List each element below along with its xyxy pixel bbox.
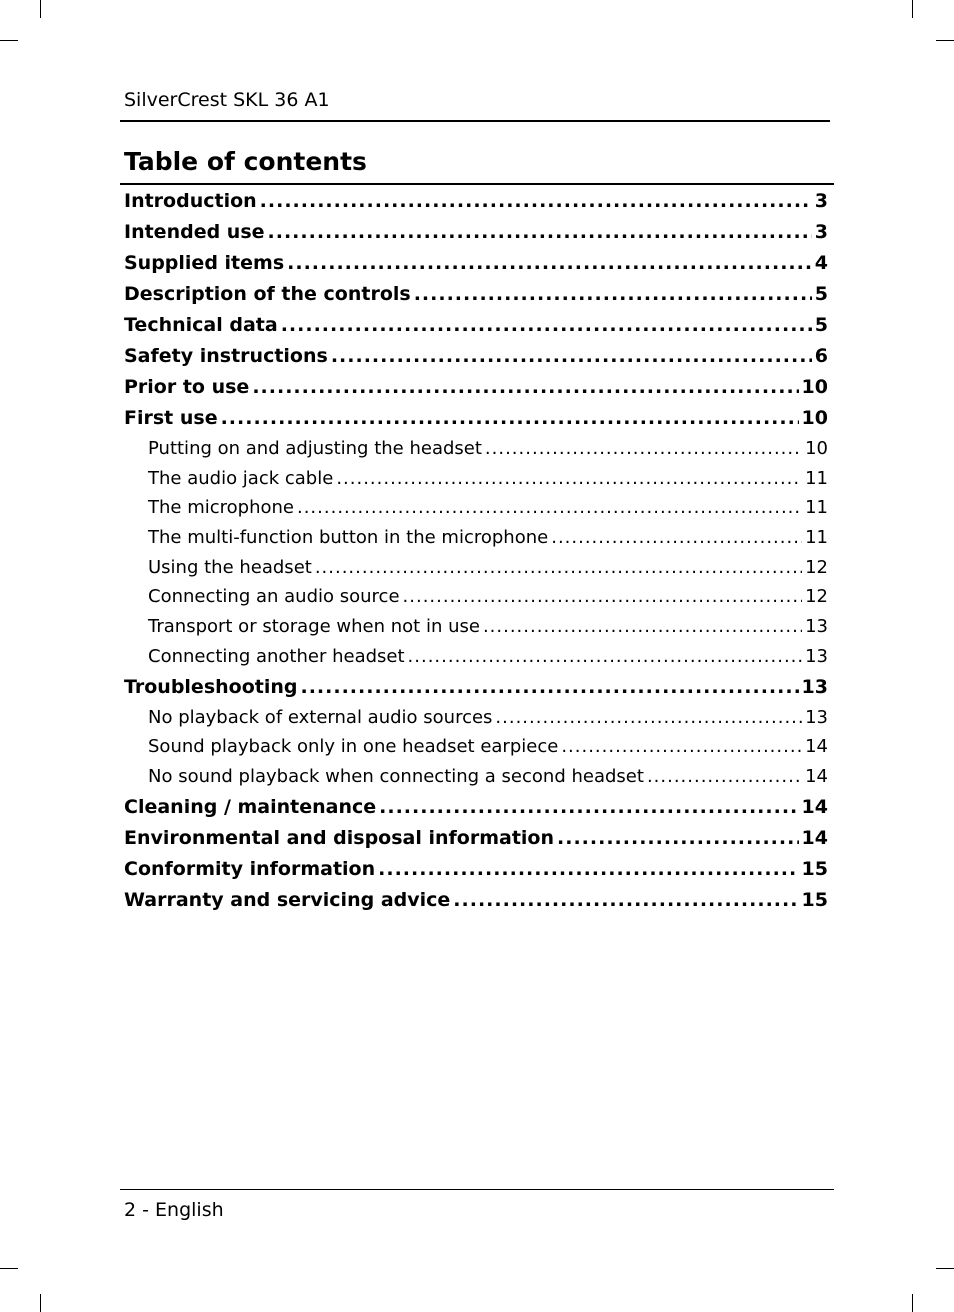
toc-entry-page-number: 13 <box>805 706 828 728</box>
toc-entry-label: The microphone <box>148 497 294 519</box>
toc-dot-leader <box>252 372 798 403</box>
toc-entry-label: Troubleshooting <box>124 675 298 698</box>
toc-entry-label: Connecting an audio source <box>148 586 400 608</box>
toc-entry[interactable] <box>124 762 828 792</box>
toc-dot-leader <box>453 885 798 916</box>
toc-dot-leader <box>485 434 802 464</box>
toc-entry[interactable] <box>124 372 828 403</box>
toc-entry-page-number: 3 <box>814 190 828 212</box>
crop-mark-top-left <box>40 0 41 18</box>
toc-entry[interactable] <box>124 493 828 523</box>
toc-dot-leader <box>483 612 802 642</box>
toc-entry-label: No playback of external audio sources <box>148 706 493 728</box>
toc-entry-page-number: 15 <box>801 888 828 911</box>
toc-entry[interactable] <box>124 642 828 672</box>
toc-entry-page-number: 14 <box>801 795 828 818</box>
toc-title-rule <box>120 183 834 185</box>
toc-entry-label: First use <box>124 407 218 429</box>
toc-entry[interactable] <box>124 217 828 248</box>
toc-dot-leader <box>281 310 812 341</box>
toc-entry-page-number: 5 <box>814 283 828 305</box>
toc-dot-leader <box>297 493 802 523</box>
toc-entry-label: The multi-function button in the microphone <box>148 527 549 549</box>
toc-entry[interactable] <box>124 612 828 642</box>
footer-rule <box>120 1189 834 1190</box>
toc-entry-label: Warranty and servicing advice <box>124 888 451 911</box>
toc-entry-page-number: 12 <box>805 586 828 608</box>
toc-dot-leader <box>557 823 799 854</box>
toc-entry-page-number: 3 <box>814 221 828 243</box>
toc-entry-label: Safety instructions <box>124 345 328 367</box>
toc-entry-page-number: 13 <box>801 675 828 698</box>
toc-dot-leader <box>221 403 799 434</box>
toc-entry[interactable] <box>124 403 828 434</box>
toc-entry-page-number: 12 <box>805 556 828 578</box>
toc-entry-label: Introduction <box>124 190 257 212</box>
toc-entry-page-number: 11 <box>805 527 828 549</box>
toc-entry-label: Cleaning / maintenance <box>124 795 377 818</box>
toc-entry[interactable] <box>124 523 828 553</box>
toc-entry-label: Sound playback only in one headset earpiece <box>148 736 559 758</box>
toc-entry[interactable] <box>124 310 828 341</box>
toc-dot-leader <box>379 792 798 823</box>
toc-entry[interactable] <box>124 186 828 217</box>
toc-entry-label: The audio jack cable <box>148 467 334 489</box>
crop-mark-bottom-left <box>40 1294 41 1312</box>
toc-entry-page-number: 10 <box>801 376 828 398</box>
toc-entry[interactable] <box>124 582 828 612</box>
toc-entry[interactable] <box>124 553 828 583</box>
toc-entry-label: Using the headset <box>148 556 312 578</box>
toc-entry-page-number: 13 <box>805 616 828 638</box>
toc-entry[interactable] <box>124 854 828 885</box>
crop-mark-top-left-horizontal <box>0 40 18 41</box>
toc-entry-page-number: 11 <box>805 497 828 519</box>
toc-dot-leader <box>336 464 802 494</box>
crop-mark-bottom-left-horizontal <box>0 1268 18 1269</box>
toc-dot-leader <box>287 248 812 279</box>
crop-mark-bottom-right-horizontal <box>936 1268 954 1269</box>
toc-entry-page-number: 14 <box>805 765 828 787</box>
header-rule <box>120 120 830 122</box>
toc-title: Table of contents <box>124 147 367 176</box>
toc-entry[interactable] <box>124 248 828 279</box>
toc-dot-leader <box>378 854 798 885</box>
toc-entry-label: No sound playback when connecting a second headset <box>148 765 644 787</box>
toc-dot-leader <box>551 523 802 553</box>
toc-dot-leader <box>315 553 802 583</box>
toc-dot-leader <box>561 732 802 762</box>
crop-mark-top-right-horizontal <box>936 40 954 41</box>
toc-dot-leader <box>414 279 812 310</box>
toc-entry-page-number: 13 <box>805 645 828 667</box>
toc-entry-page-number: 5 <box>814 314 828 336</box>
toc-entry-label: Supplied items <box>124 252 285 274</box>
toc-entry-page-number: 4 <box>814 252 828 274</box>
toc-entry-label: Intended use <box>124 221 265 243</box>
toc-dot-leader <box>260 186 812 217</box>
toc-entry[interactable] <box>124 885 828 916</box>
toc-entry-label: Conformity information <box>124 857 376 880</box>
crop-mark-top-right <box>912 0 913 18</box>
toc-dot-leader <box>268 217 812 248</box>
toc-dot-leader <box>408 642 803 672</box>
toc-entry[interactable] <box>124 732 828 762</box>
toc-entry[interactable] <box>124 703 828 733</box>
toc-dot-leader <box>403 582 803 612</box>
toc-entry-page-number: 15 <box>801 857 828 880</box>
toc-entry-label: Environmental and disposal information <box>124 826 555 849</box>
toc-entry-label: Transport or storage when not in use <box>148 616 480 638</box>
toc-entry-page-number: 14 <box>801 826 828 849</box>
toc-entry[interactable] <box>124 341 828 372</box>
toc-entry-page-number: 14 <box>805 736 828 758</box>
running-header: SilverCrest SKL 36 A1 <box>124 89 330 111</box>
toc-entry[interactable] <box>124 792 828 823</box>
toc-dot-leader <box>301 672 799 703</box>
toc-entry[interactable] <box>124 434 828 464</box>
toc-entry-label: Technical data <box>124 314 278 336</box>
toc-dot-leader <box>331 341 812 372</box>
toc-entry[interactable] <box>124 672 828 703</box>
toc-entry-page-number: 10 <box>805 438 828 459</box>
toc-entry-page-number: 11 <box>805 467 828 489</box>
toc-entry[interactable] <box>124 279 828 310</box>
toc-dot-leader <box>495 703 802 733</box>
crop-mark-bottom-right <box>912 1294 913 1312</box>
toc-entry-page-number: 6 <box>814 345 828 367</box>
toc-entry-label: Prior to use <box>124 376 250 398</box>
toc-entry-page-number: 10 <box>801 407 828 429</box>
toc-dot-leader <box>647 762 802 792</box>
page-footer: 2 - English <box>124 1199 224 1221</box>
toc-entry[interactable] <box>124 823 828 854</box>
toc-entry[interactable] <box>124 464 828 494</box>
toc-entry-label: Connecting another headset <box>148 645 405 667</box>
toc-list <box>124 186 828 916</box>
toc-entry-label: Description of the controls <box>124 283 411 305</box>
toc-entry-label: Putting on and adjusting the headset <box>148 438 482 459</box>
